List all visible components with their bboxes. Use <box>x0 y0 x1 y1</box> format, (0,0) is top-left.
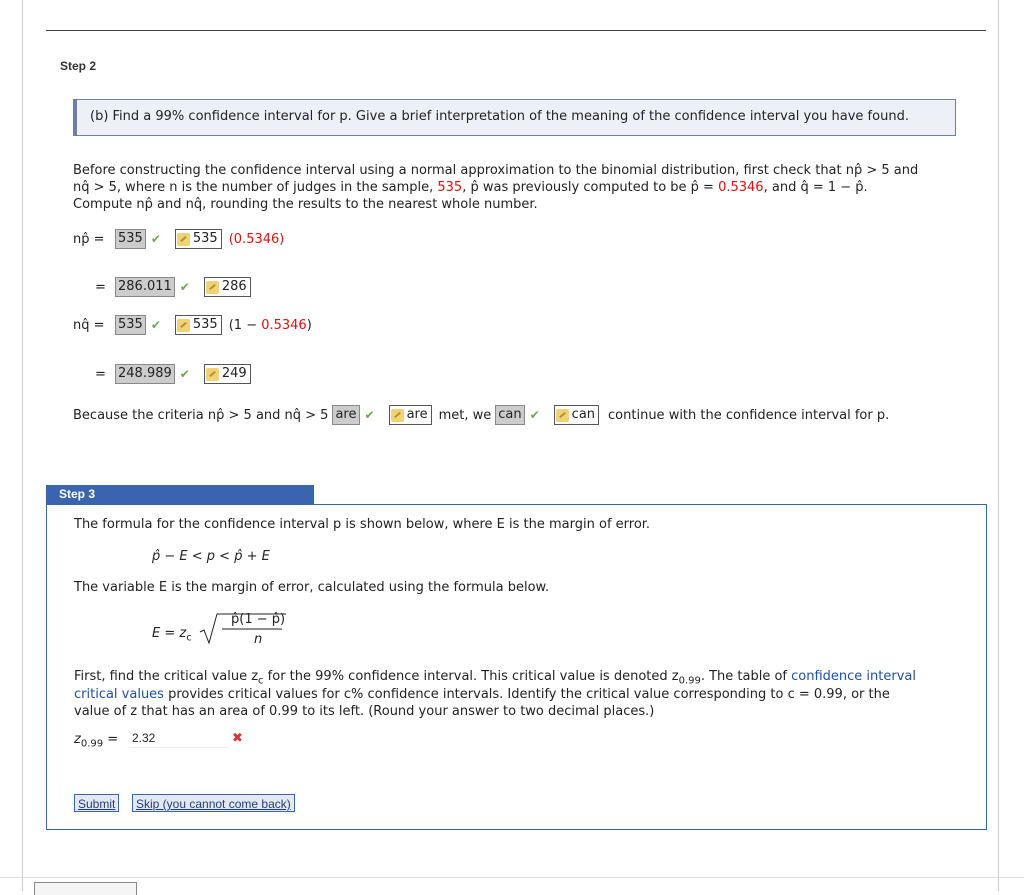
formula-intro: The formula for the confidence interval p is shown below, where E is the margin of error. <box>74 517 651 532</box>
criteria-key-1: are <box>389 405 432 425</box>
np-result-row: = 286.011 ✔ 286 <box>95 277 251 297</box>
question-text: (b) Find a 99% confidence interval for p. Give a brief interpretation of the meaning of the confidence interval you have found. <box>90 109 909 124</box>
nq-result-row: = 248.989 ✔ 249 <box>95 364 251 384</box>
nq-answer: 535 <box>115 315 146 335</box>
step3-label: Step 3 <box>46 485 314 504</box>
question-box <box>73 99 956 136</box>
critical-values-link[interactable]: confidence interval <box>791 669 916 684</box>
nq-result: 248.989 <box>115 364 175 384</box>
key-icon <box>206 281 219 294</box>
nq-key-answer: 535 <box>175 315 222 335</box>
np-row <box>73 229 284 249</box>
skip-button[interactable]: Skip (you cannot come back) <box>132 794 295 812</box>
key-icon <box>177 319 190 332</box>
critical-line-3: value of z that has an area of 0.99 to its left. (Round your answer to two decimal places.) <box>74 704 655 719</box>
nq-label: nq̂ = <box>73 317 105 333</box>
critical-line-2: critical values provides critical values for c% confidence intervals. Identify the critical value corresponding to c = 0.99, or the <box>74 687 890 702</box>
submit-button[interactable]: Submit <box>74 794 119 812</box>
ci-formula: p̂ − E < p < p̂ + E <box>152 549 270 564</box>
nq-row <box>73 315 312 335</box>
key-icon <box>177 233 190 246</box>
critical-values-link-cont[interactable]: critical values <box>74 687 164 702</box>
checkmark-icon: ✔ <box>150 318 161 332</box>
intro-line-2: nq̂ > 5, where n is the number of judges in the sample, 535, p̂ was previously computed to be p̂ = 0.5346, and q̂ = 1 − p̂. <box>73 180 868 195</box>
formula-denominator: n <box>254 632 263 647</box>
sample-size: 535 <box>437 180 463 195</box>
checkmark-icon: ✔ <box>529 408 540 422</box>
np-label: np̂ = <box>73 231 105 247</box>
checkmark-icon: ✔ <box>364 408 375 422</box>
key-icon <box>206 368 219 381</box>
z-label: $z_{0.99}$ = <box>74 732 119 750</box>
criteria-row: Because the criteria np̂ > 5 and nq̂ > 5 are ✔ are met, we can ✔ can continue with the confidence interval for p. <box>73 405 889 425</box>
np-result-key: 286 <box>204 277 251 297</box>
criteria-answer-1: are <box>332 405 359 425</box>
critical-line-1: First, find the critical value $z_c$ for the 99% confidence interval. This critical value is denoted $z_{0.99}$. The table of confidence interval <box>74 669 916 687</box>
checkmark-icon: ✔ <box>150 232 161 246</box>
np-factor: (0.5346) <box>228 231 285 247</box>
intro-line-3: Compute np̂ and nq̂, rounding the results to the nearest whole number. <box>73 197 538 212</box>
nq-factor: (1 − 0.5346) <box>228 317 312 333</box>
checkmark-icon: ✔ <box>179 367 190 381</box>
divider <box>46 30 986 31</box>
margin-formula: $E = z_c$ <box>152 626 192 644</box>
criteria-key-2: can <box>554 405 599 425</box>
margin-intro: The variable E is the margin of error, calculated using the formula below. <box>74 580 550 595</box>
np-result: 286.011 <box>115 277 175 297</box>
key-icon <box>391 409 404 422</box>
bottom-divider <box>0 877 1024 878</box>
criteria-answer-2: can <box>495 405 524 425</box>
nq-result-key: 249 <box>204 364 251 384</box>
checkmark-icon: ✔ <box>179 280 190 294</box>
np-key-answer: 535 <box>175 229 222 249</box>
submit-answer-button[interactable] <box>34 882 137 895</box>
z-critical-input[interactable] <box>130 729 229 748</box>
step2-label: Step 2 <box>60 59 97 73</box>
np-answer: 535 <box>115 229 146 249</box>
p-hat-value: 0.5346 <box>718 180 764 195</box>
incorrect-icon: ✖ <box>232 731 243 746</box>
intro-line-1: Before constructing the confidence interval using a normal approximation to the binomial distribution, first check that np̂ > 5 and <box>73 163 919 178</box>
key-icon <box>556 409 569 422</box>
formula-numerator: p̂(1 − p̂) <box>231 612 286 627</box>
